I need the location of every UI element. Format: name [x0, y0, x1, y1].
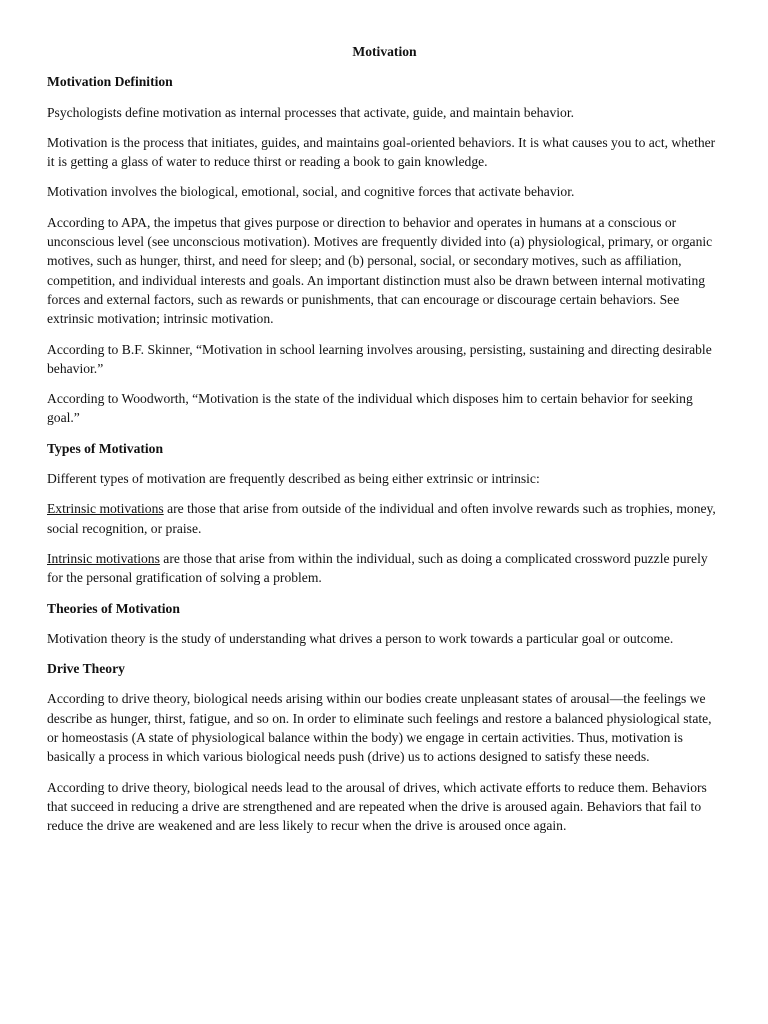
heading-motivation-definition: Motivation Definition: [47, 74, 173, 90]
paragraph-types-intro: Different types of motivation are frequently described as being either extrinsic or intrinsic:: [47, 471, 540, 487]
paragraph-extrinsic: [47, 499, 722, 538]
paragraph-intrinsic: [47, 549, 722, 588]
heading-types-of-motivation: Types of Motivation: [47, 440, 164, 456]
paragraph-drive-theory-1: According to drive theory, biological needs arising within our bodies create unpleasant states of arousal—the feelings we describe as hunger, thirst, fatigue, and so on. In order to eliminate such feelings and restore a balanced physiological state, or homeostasis (A state of physiological balance within the body) we engage in certain activities. Thus, motivation is basically a process in which various biological needs push (drive) us to actions designed to satisfy these needs.: [47, 691, 712, 765]
heading-theories-of-motivation: Theories of Motivation: [47, 600, 180, 616]
document-title: Motivation: [352, 44, 417, 59]
paragraph-definition-1: Psychologists define motivation as internal processes that activate, guide, and maintain behavior.: [47, 104, 575, 120]
paragraph-definition-2: Motivation is the process that initiates, guides, and maintains goal-oriented behaviors. It is what causes you to act, whether it is getting a glass of water to reduce thirst or reading a book to gain knowledge.: [47, 134, 716, 170]
extrinsic-description: are those that arise from outside of the individual and often involve rewards such as trophies, money, social recognition, or praise.: [47, 501, 716, 536]
term-extrinsic-motivations: Extrinsic motivations: [47, 501, 164, 517]
heading-drive-theory: Drive Theory: [47, 661, 125, 677]
paragraph-woodworth-quote: According to Woodworth, “Motivation is the state of the individual which disposes him to certain behavior for seeking goal.”: [47, 391, 693, 426]
paragraph-apa-definition: According to APA, the impetus that gives purpose or direction to behavior and operates in humans at a conscious or unconscious level (see unconscious motivation). Motives are frequently divided into (a) physiological, primary, or organic motives, such as hunger, thirst, and need for sleep; and (b) personal, social, or secondary motives, such as affiliation, competition, and individual interests and goals. An important distinction must also be drawn between internal motivating forces and external factors, such as rewards or punishments, that can encourage or discourage certain behaviors. See extrinsic motivation; intrinsic motivation.: [47, 214, 713, 327]
paragraph-theories-intro: Motivation theory is the study of understanding what drives a person to work towards a particular goal or outcome.: [47, 630, 674, 646]
paragraph-definition-3: Motivation involves the biological, emotional, social, and cognitive forces that activate behavior.: [47, 184, 575, 200]
paragraph-skinner-quote: According to B.F. Skinner, “Motivation in school learning involves arousing, persisting, sustaining and directing desirable behavior.”: [47, 341, 712, 376]
intrinsic-description: are those that arise from within the individual, such as doing a complicated crossword puzzle purely for the personal gratification of solving a problem.: [47, 550, 708, 586]
paragraph-drive-theory-2: According to drive theory, biological needs lead to the arousal of drives, which activate efforts to reduce them. Behaviors that succeed in reducing a drive are strengthened and are repeated when the drive is aroused again. Behaviors that fail to reduce the drive are weakened and are less likely to recur when the drive is aroused once again.: [47, 779, 707, 834]
term-intrinsic-motivations: Intrinsic motivations: [47, 550, 160, 566]
